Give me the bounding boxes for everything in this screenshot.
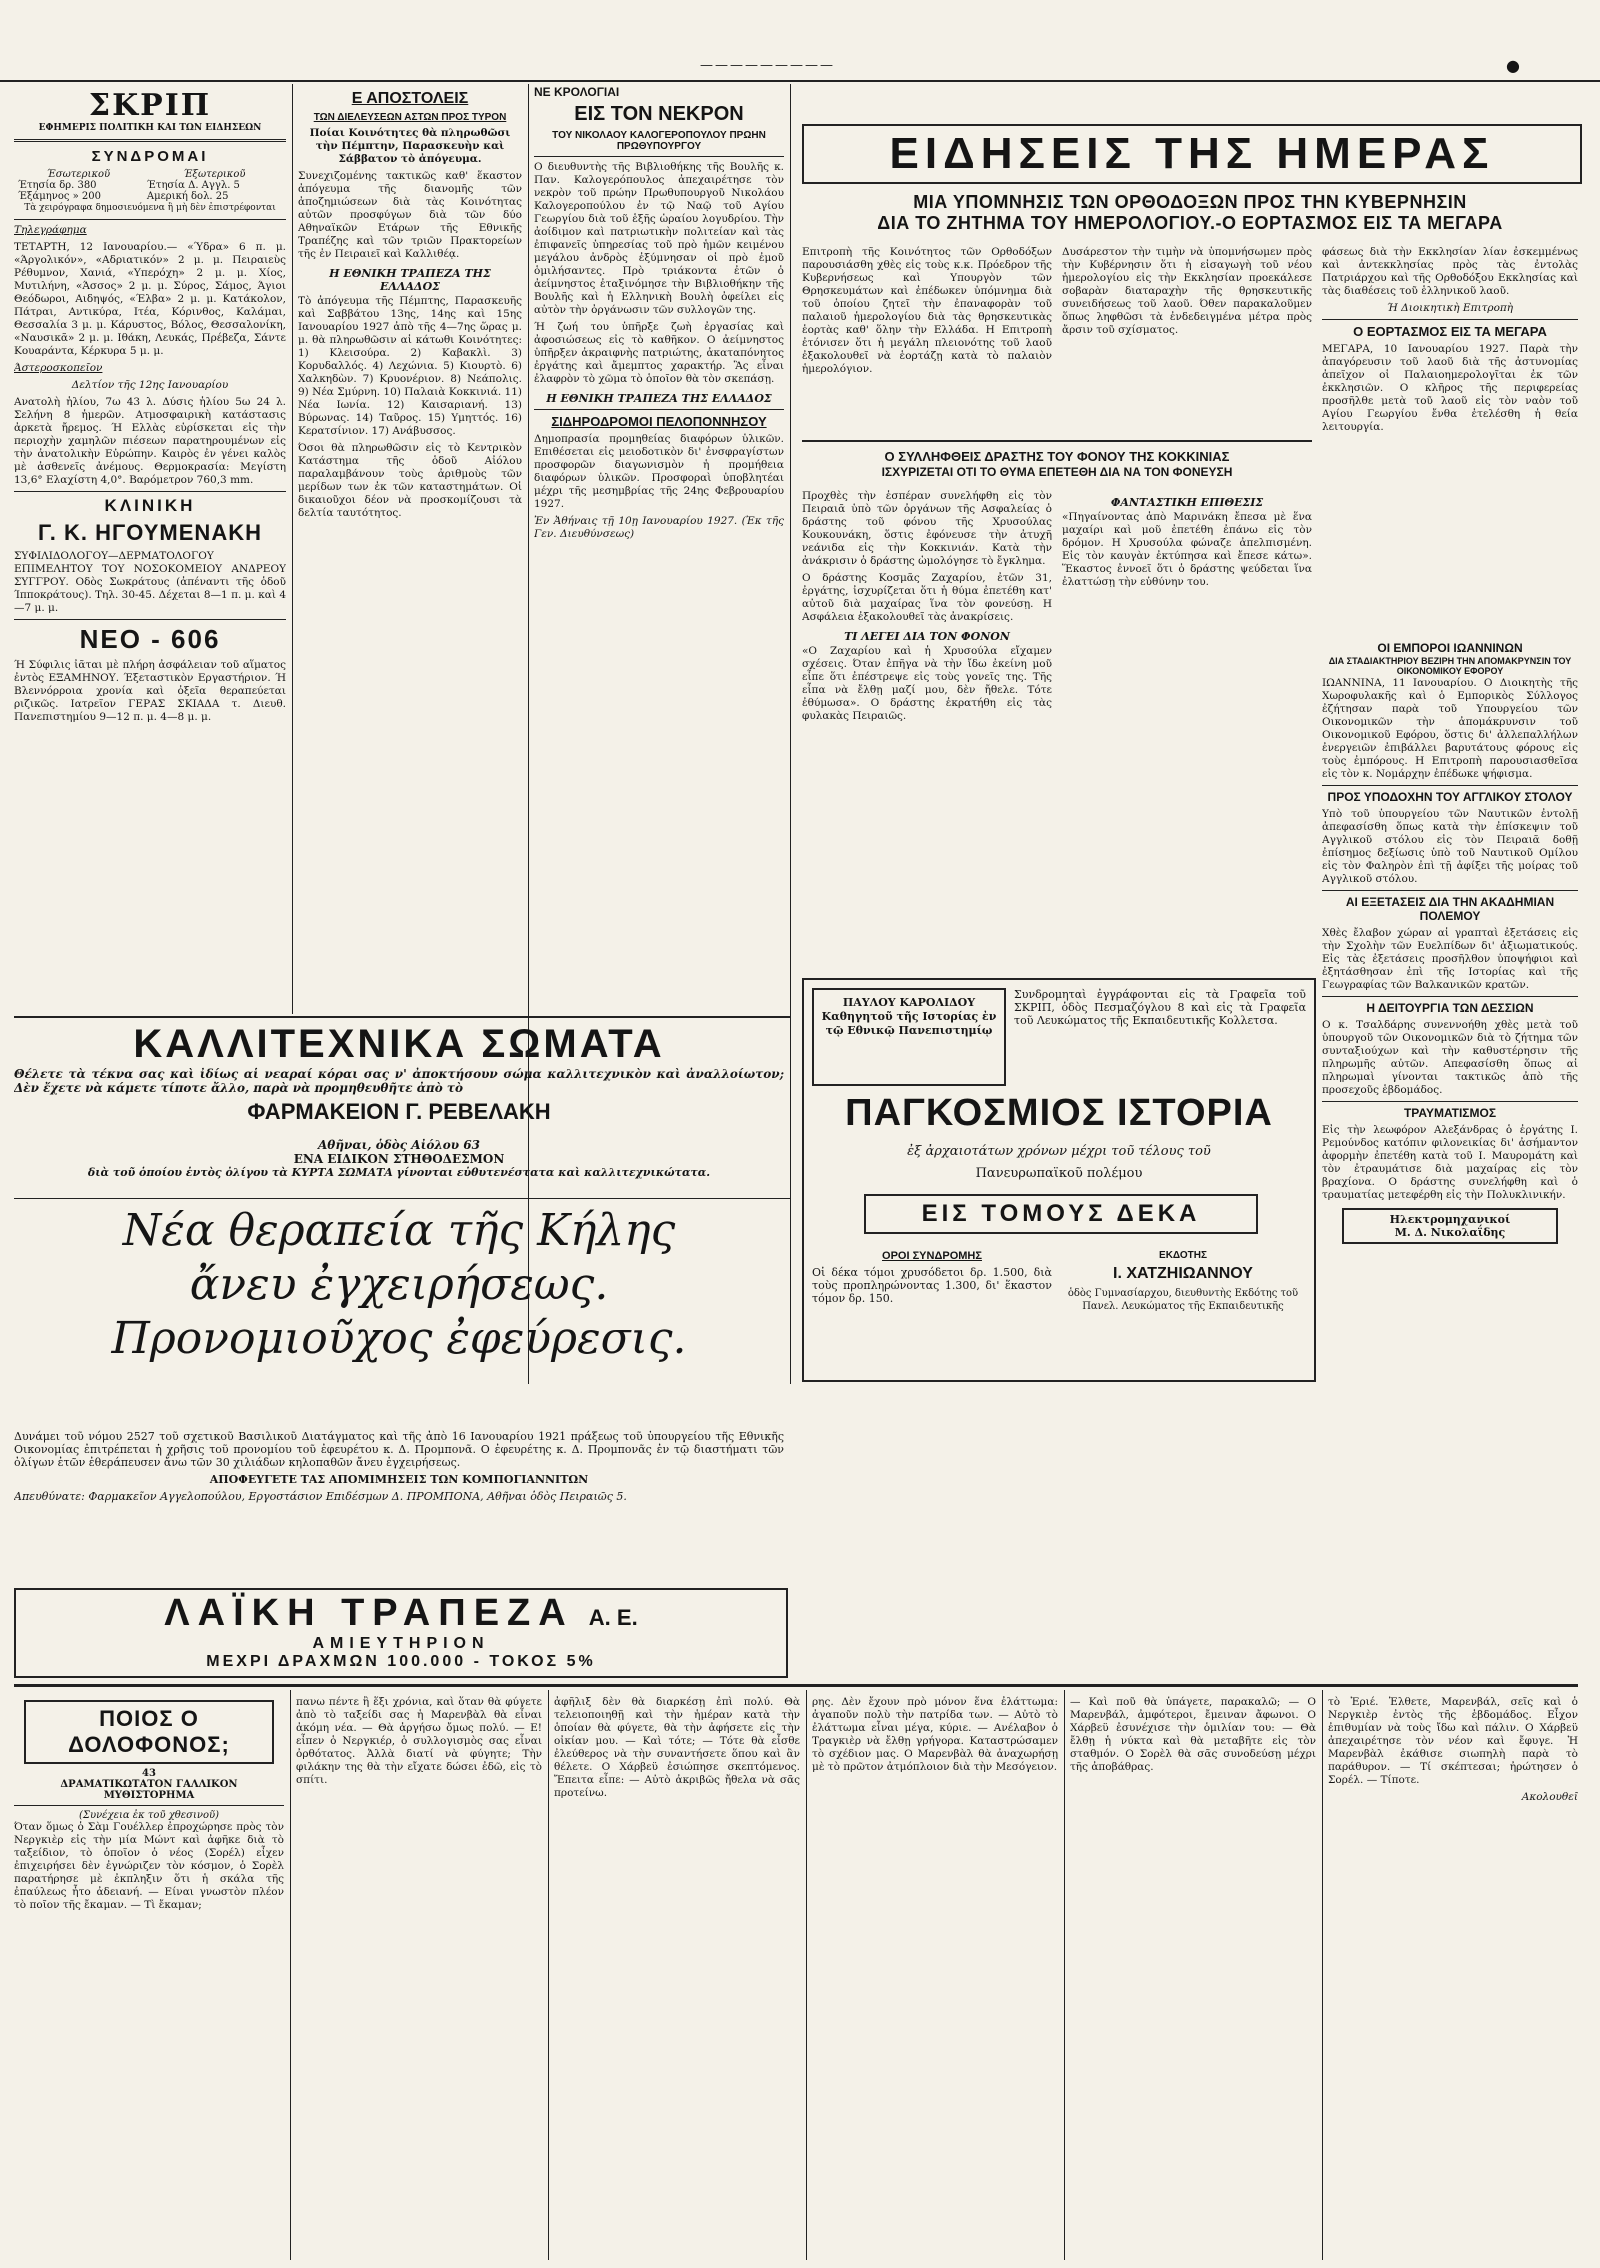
column-rule xyxy=(548,1690,549,2260)
injury-body: Εἰς τὴν λεωφόρον Αλεξάνδρας ὁ ἐργάτης Ι. Ρεμούνδος κατόπιν φιλονεικίας δι' ἀσήμαντον ἀφορμὴν ἐπετέθη κατὰ τοῦ Ι. Μαυρομάτη καὶ τὸν ἐτραυμάτισε διὰ μαχαίρας εἰς τὸν βραχίονα. Ο δράστης συνελήφθη καὶ ὁ τραυματίας μετεφέρθη εἰς τὴν Πολυκλινικήν. xyxy=(1322,1124,1578,1201)
section-rule xyxy=(14,1198,790,1199)
column-rule xyxy=(1322,1690,1323,2260)
news-banner-title: ΕΙΔΗΣΕΙΣ ΤΗΣ ΗΜΕΡΑΣ xyxy=(889,129,1495,178)
electro-ad xyxy=(1342,1208,1558,1244)
hernia-ad-text xyxy=(14,1430,784,1580)
hernia-ad-warning: ΑΠΟΦΕΥΓΕΤΕ ΤΑΣ ΑΠΟΜΙΜΗΣΕΙΣ ΤΩΝ ΚΟΜΠΟΓΙΑΝΝΙΤΩΝ xyxy=(209,1473,589,1486)
kalli-ad-title: ΚΑΛΛΙΤΕΧΝΙΚΑ ΣΩΜΑΤΑ xyxy=(133,1022,665,1066)
subs-cell: Αμερική δολ. 25 xyxy=(146,191,229,202)
novel-column-3 xyxy=(554,1696,800,2256)
megara-heading: Ο ΕΟΡΤΑΣΜΟΣ ΕΙΣ ΤΑ ΜΕΓΑΡΑ xyxy=(1353,324,1547,339)
subs-col-foreign: Έξωτερικοῦ xyxy=(183,169,246,180)
bank-signature: Η ΕΘΝΙΚΗ ΤΡΑΠΕΖΑ ΤΗΣ ΕΛΛΑΔΟΣ xyxy=(546,392,772,405)
subscriptions-heading: ΣΥΝΔΡΟΜΑΙ xyxy=(91,148,209,165)
clinic-body: ΣΥΦΙΛΙΔΟΛΟΓΟΥ—ΔΕΡΜΑΤΟΛΟΓΟΥ ΕΠΙΜΕΛΗΤΟΥ ΤΟΥ ΝΟΣΟΚΟΜΕΙΟΥ ΑΝΔΡΕΟΥ ΣΥΓΓΡΟΥ. Οδὸς Σωκράτους (ἀπέναντι τῆς ὁδοῦ Ίπποκράτους). Τηλ. 30-45. Δέχεται 8—1 π. μ. καὶ 4—7 μ. μ. xyxy=(14,550,286,614)
history-volumes: ΕΙΣ ΤΟΜΟΥΣ ΔΕΚΑ xyxy=(864,1194,1258,1234)
hernia-ad-address: Απευθύνατε: Φαρμακεῖον Αγγελοπούλου, Εργοστάσιον Επιδέσμων Δ. ΠΡΟΜΠΟΝΑ, Αθῆναι ὁδὸς Πειραιῶς 5. xyxy=(14,1490,627,1503)
column-2 xyxy=(298,86,522,1016)
novel-title: ΠΟΙΟΣ Ο ΔΟΛΟΦΟΝΟΣ; xyxy=(68,1706,230,1757)
history-terms-body: Οἱ δέκα τόμοι χρυσόδετοι δρ. 1.500, διὰ τοὺς προπληρώνοντας 1.300, δι' ἕκαστον τόμον δρ. 150. xyxy=(812,1266,1052,1305)
history-subtitle-2: Πανευρωπαϊκοῦ πολέμου xyxy=(975,1166,1143,1181)
column-1 xyxy=(14,86,286,1016)
history-subscribe xyxy=(1014,988,1306,1082)
liturgy-heading: Η ΔΕΙΤΟΥΡΓΙΑ ΤΩΝ ΔΕΣΣΙΩΝ xyxy=(1366,1001,1534,1015)
column-rule xyxy=(790,84,791,1384)
history-author-box xyxy=(812,988,1006,1086)
history-publisher-name: Ι. ΧΑΤΖΗΙΩΑΝΝΟΥ xyxy=(1113,1265,1253,1282)
lead-headline-1: ΜΙΑ ΥΠΟΜΝΗΣΙΣ ΤΩΝ ΟΡΘΟΔΟΞΩΝ ΠΡΟΣ ΤΗΝ ΚΥΒΕΡΝΗΣΙΝ xyxy=(913,192,1467,212)
lead-column-3 xyxy=(1322,246,1578,636)
subs-col-domestic: Έσωτερικοῦ xyxy=(46,169,111,180)
exams-heading: ΑΙ ΕΞΕΤΑΣΕΙΣ ΔΙΑ ΤΗΝ ΑΚΑΔΗΜΙΑΝ ΠΟΛΕΜΟΥ xyxy=(1345,895,1555,923)
novel-paragraph-1: Όταν ὅμως ὁ Σὰμ Γουέλλερ ἐπροχώρησε πρὸς τὸν Νεργκιὲρ εἰς τὴν μία Μώντ καὶ ἀφῆκε διὰ τὸ ταξείδιον, τὸ ὁποῖον ὁ νέος (Σορέλ) εἶχεν ἐπιχειρήσει δὲν ἐγνώριζεν τὸν κόσμον, ὁ Σορὲλ παρατήρησε μὲ ἐκπληξιν ὅτι ἡ σκάλα τῆς ἐπαύλεως ἦτο ἀδειανή. — Είναι γνωστὸν πλέον τὸ ποῖον τῆς ἔκαμαν. — Τὶ ἔκαμαν; xyxy=(14,1821,284,1911)
hernia-ad-line-2: ἄνευ ἐγχειρήσεως. xyxy=(189,1259,609,1310)
bank-ad-terms: ΜΕΧΡΙ ΔΡΑΧΜΩΝ 100.000 - ΤΟΚΟΣ 5% xyxy=(206,1653,596,1670)
subs-cell: Έξάμηνος » 200 xyxy=(18,191,102,202)
bank-ad-title: ΛΑΪΚΗ ΤΡΑΠΕΖΑ xyxy=(164,1592,574,1634)
lead-body-3: φάσεως διὰ τὴν Εκκλησίαν λίαν ἐσκεμμένως καὶ ἀντεκκλησίας πρὸς τὰς ἐντολὰς Πατριάρχου καὶ τῆς Ορθοδόξου Εκκλησίας καὶ τὰς διαθέσεις τοῦ ἑλληνικοῦ λαοῦ. xyxy=(1322,246,1578,297)
obituary-body-2: Ή ζωή του ὑπῆρξε ζωὴ ἐργασίας καὶ ἀφοσιώσεως εἰς τὸ καθῆκον. Ο ἀείμνηστος ὑπῆρξεν ἀκραιφνὴς πατριώτης, ἀκαταπόνητος ἐργάτης καὶ ἄμεμπτος χαρακτήρ. Ἂς εἶναι ἐλαφρὸν τὸ χῶμα τὸ ὁποῖον θὰ τὸν σκεπάσῃ. xyxy=(534,321,784,385)
top-rule xyxy=(0,58,1600,82)
obituary-body: Ο διευθυντὴς τῆς Βιβλιοθήκης τῆς Βουλῆς κ. Παν. Καλογερόπουλος ἀπεχαιρέτησε τὸν νεκρὸν τοῦ πρώην Πρωθυπουργοῦ Νικολάου Καλογεροπούλου ἐν τῷ Ναῷ τοῦ Αγίου Γεωργίου διὰ τοῦ ἑξῆς ὡραίου λογυδρίου. Τὴν ἀοίδιμον καὶ πατριωτικὴν πολιτείαν καὶ τὰς ἐπιφανεῖς ὑπηρεσίας τοῦ πρὸ ἡμῶν κειμένου μεγάλου ἀνδρὸς ἐξύμνησαν οἱ πρὸ ἐμοῦ ὁμιλήσαντες. Πρὸ τριάκοντα ἐτῶν ὁ ἀείμνηστος ἐταξινόμησε τὴν Βιβλιοθήκην τῆς Βουλῆς καὶ ἡ Ελληνικὴ Βουλὴ ὀφείλει εἰς αὐτὸν τὴν ὀργάνωσιν τῶν συλλογῶν της. xyxy=(534,161,784,316)
payments-bank-subhead: Η ΕΘΝΙΚΗ ΤΡΑΠΕΖΑ ΤΗΣ ΕΛΛΑΔΟΣ xyxy=(329,267,491,293)
subs-cell: Έτησία δρ. 380 xyxy=(18,180,97,191)
murder-headline-2: ΙΣΧΥΡΙΖΕΤΑΙ ΟΤΙ ΤΟ ΘΥΜΑ ΕΠΕΤΕΘΗ ΔΙΑ ΝΑ ΤΟΝ ΦΟΝΕΥΣΗ xyxy=(881,465,1233,479)
lead-headline-2: ΔΙΑ ΤΟ ΖΗΤΗΜΑ ΤΟΥ ΗΜΕΡΟΛΟΓΙΟΥ.-Ο ΕΟΡΤΑΣΜΟΣ ΕΙΣ ΤΑ ΜΕΓΑΡΑ xyxy=(877,213,1503,233)
section-rule xyxy=(14,1016,790,1018)
column-rule xyxy=(292,84,293,1014)
novel-paragraph-4: ρης. Δὲν ἔχουν πρὸ μόνον ἕνα ἐλάττωμα: ἀγαποῦν πολὺ τὴν πατρίδα των. — Αὐτὸ τὸ ἐλάττωμα εἶναι μέγα, κύριε. — Ανέλαβον ὁ Τραγκιὲρ νὰ ἔλθῃ γρήγορα. Καταστρώσαμεν τὸ σχέδιον μας. Ο Μαρενβὰλ θὰ ἀναχωρήσῃ μὲ τὸ πρῶτον ἀτμόπλοιον διὰ τὴν Μεσόγειον. xyxy=(812,1696,1058,1773)
neo-606-title: ΝΕΟ - 606 xyxy=(79,624,221,654)
hernia-ad-line-1: Νέα θεραπεία τῆς Κήλης xyxy=(122,1205,676,1256)
subs-cell: Έτησία Δ. Αγγλ. 5 xyxy=(146,180,240,191)
novel-continues: Ακολουθεῖ xyxy=(1521,1791,1578,1803)
kalli-ad-details xyxy=(14,1138,784,1194)
merchants-heading: ΟΙ ΕΜΠΟΡΟΙ ΙΩΑΝΝΙΝΩΝ xyxy=(1377,641,1523,655)
kalli-ad-item: ΕΝΑ ΕΙΔΙΚΟΝ ΣΤΗΘΟΔΕΣΜΟΝ xyxy=(293,1152,505,1166)
history-subtitle: ἐξ ἀρχαιοτάτων χρόνων μέχρι τοῦ τέλους τοῦ xyxy=(907,1144,1211,1159)
right-column-stories xyxy=(1322,640,1578,1380)
history-publisher-address: ὁδὸς Γυμνασίαρχου, διευθυντὴς Εκδότης τοῦ Πανελ. Λευκώματος τῆς Εκπαιδευτικῆς xyxy=(1067,1288,1299,1312)
kalli-ad-address: Αθῆναι, ὁδὸς Αἰόλου 63 xyxy=(318,1138,480,1152)
section-rule xyxy=(14,1684,1578,1687)
novel-column-2 xyxy=(296,1696,542,2256)
obituary-heading: ΕΙΣ ΤΟΝ ΝΕΚΡΟΝ xyxy=(574,103,744,125)
novel-continued: (Συνέχεια ἐκ τοῦ χθεσινοῦ) xyxy=(79,1810,219,1821)
lead-body-2: Δυσάρεστον τὴν τιμὴν νὰ ὑπομνήσωμεν πρὸς τὴν Κυβέρνησιν ὅτι ἡ εἰσαγωγὴ τοῦ νέου ἡμερολογίου εἰς τὴν Εκκλησίαν προεκάλεσε σοβαρὰν διαταραχὴν τῆς θρησκευτικῆς συνειδήσεως τοῦ λαοῦ. Όθεν παρακαλοῦμεν ὅπως ληφθῶσι τὰ ἐνδεδειγμένα μέτρα πρὸς ἄρσιν τοῦ σχίσματος. xyxy=(1062,246,1312,336)
obituary-subheading: ΤΟΥ ΝΙΚΟΛΑΟΥ ΚΑΛΟΓΕΡΟΠΟΥΛΟΥ ΠΡΩΗΝ ΠΡΩΘΥΠΟΥΡΓΟΥ xyxy=(552,130,766,152)
novel-title-box xyxy=(24,1700,274,1764)
injury-heading: ΤΡΑΥΜΑΤΙΣΜΟΣ xyxy=(1403,1106,1497,1120)
column-rule xyxy=(1064,1690,1065,2260)
electro-ad-title: Ηλεκτρομηχανικοί xyxy=(1389,1213,1511,1226)
kalli-ad-body: Θέλετε τὰ τέκνα σας καὶ ἰδίως αἱ νεαραί κόραι σας ν' ἀποκτήσουν σώμα καλλιτεχνικὸν καὶ ἀναλλοίωτον; Δὲν ἔχετε νὰ κάμετε τίποτε ἄλλο, παρὰ νὰ προμηθευθῆτε ἀπὸ τὸ xyxy=(14,1067,784,1095)
murder-body-1b: Ο δράστης Κοσμᾶς Ζαχαρίου, ἐτῶν 31, ἐργάτης, ἰσχυρίζεται ὅτι ἡ θύμα ἐπετέθη κατ' αὐτοῦ διὰ μαχαίρας ἵνα τὸν φονεύσῃ. Η Ασφάλεια ἐξακολουθεῖ τὰς ἀνακρίσεις. xyxy=(802,572,1052,623)
news-banner xyxy=(802,124,1582,184)
novel-number: 43 xyxy=(142,1768,156,1779)
fleet-heading: ΠΡΟΣ ΥΠΟΔΟΧΗΝ ΤΟΥ ΑΓΓΛΙΚΟΥ ΣΤΟΛΟΥ xyxy=(1327,790,1573,804)
bank-ad-subtitle: ΑΜΙΕΥΤΗΡΙΟΝ xyxy=(312,1635,490,1652)
lead-signature: Ή Διοικητικὴ Επιτροπὴ xyxy=(1386,302,1514,314)
lead-body-1: Επιτροπὴ τῆς Κοινότητος τῶν Ορθοδόξων παρουσιάσθη χθὲς εἰς τοὺς κ.κ. Πρόεδρον τῆς Κυβερνήσεως καὶ Υπουργὸν τῶν Θρησκευμάτων καὶ ἐπέδωκεν ὑπόμνημα διὰ τοῦ ὁποίου ζητεῖ τὴν ἐπαναφορὰν τοῦ παλαιοῦ ἡμερολογίου διὰ τὰς θρησκευτικὰς ἑορτὰς καθ' ὅλην τὴν Ελλάδα. Η Επιτροπὴ ἐτόνισεν ὅτι ἡ μεγάλη πλειονότης τοῦ λαοῦ ἐξακολουθεῖ νὰ ἑορτάζῃ κατὰ τὸ παλαιὸν ἡμερολόγιον. xyxy=(802,246,1052,375)
history-ad xyxy=(802,978,1316,1382)
exams-body: Χθὲς ἔλαβον χώραν αἱ γραπταὶ ἐξετάσεις εἰς τὴν Σχολὴν τῶν Ευελπίδων δι' ἀξιωματικούς. Εἰς τὰς ἐξετάσεις προσῆλθον ὑποψήφιοι καὶ ἐξητάσθησαν ἐπὶ τῆς Ιστορίας καὶ τῆς Γεωγραφίας τῶν Βαλκανικῶν κρατῶν. xyxy=(1322,927,1578,991)
merchants-subheading: ΔΙΑ ΣΤΑΔΙΑΚΤΗΡΙΟΥ ΒΕΖΙΡΗ ΤΗΝ ΑΠΟΜΑΚΡΥΝΣΙΝ ΤΟΥ ΟΙΚΟΝΟΜΙΚΟΥ ΕΦΟΡΟΥ xyxy=(1328,656,1572,676)
header-ornament: ————————— xyxy=(700,58,835,73)
payments-list: Τὸ ἀπόγευμα τῆς Πέμπτης, Παρασκευῆς καὶ Σαββάτου 13ης, 14ης καὶ 15ης Ιανουαρίου 1927 ἀπὸ τῆς 4—7ης ὥρας μ. μ. θὰ πληρωθῶσιν αἱ κάτωθι Κοινότητες: 1) Κλεισούρα. 2) Καβακλὶ. 3) Κορυδαλλός. 4) Λεχώνια. 5) Κιουρτὸ. 6) Χαλκηδὼν. 7) Κρυονέριον. 8) Νεάπολις. 9) Νέα Σμύρνη. 10) Παλαιὰ Κοκκινιά. 11) Νέα Ιωνία. 12) Καισαριανή. 13) Βύρωνας. 14) Ταῦρος. 15) Υμηττός. 16) Κερατσίνιον. 17) Ανάβυσσος. xyxy=(298,295,522,437)
hernia-ad xyxy=(14,1204,784,1428)
history-author: ΠΑΥΛΟΥ ΚΑΡΟΛΙΔΟΥ Καθηγητοῦ τῆς Ιστορίας ἐν τῷ Εθνικῷ Πανεπιστημίῳ xyxy=(821,996,997,1037)
timetable-title: Τηλεγράφημα xyxy=(14,224,87,236)
page-marker: ● xyxy=(1506,56,1520,75)
subscriptions-note: Τὰ χειρόγραφα δημοσιευόμενα ἢ μὴ δὲν ἐπιστρέφονται xyxy=(24,203,276,213)
bank-ad xyxy=(14,1588,788,1678)
history-subscribe-text: Συνδρομηταὶ ἐγγράφονται εἰς τὰ Γραφεῖα τοῦ ΣΚΡΙΠ, ὁδὸς Πεσμαζόγλου 8 καὶ εἰς τὰ Γραφεῖα τοῦ Λευκώματος τῆς Εκπαιδευτικῆς Κολλετσα. xyxy=(1014,988,1306,1027)
fleet-body: Υπὸ τοῦ ὑπουργείου τῶν Ναυτικῶν ἐντολῇ ἀπεφασίσθη ὅπως κατὰ τὴν ἐπίσκεψιν τοῦ Αγγλικοῦ στόλου εἰς τὸν Πειραιᾶ δοθῇ ἐπίσημος δεξίωσις ὑπὸ τοῦ Ναυτικοῦ Ομίλου εἰς τὸν Φαληρὸν ἐπὶ τῇ ἀφίξει τῆς μοίρας τοῦ Αγγλικοῦ στόλου. xyxy=(1322,808,1578,885)
hernia-ad-body: Δυνάμει τοῦ νόμου 2527 τοῦ σχετικοῦ Βασιλικοῦ Διατάγματος καὶ τῆς ἀπὸ 16 Ιανουαρίου 1921 πράξεως τοῦ ὑπουργείου τῆς Εθνικῆς Οικονομίας ἐπιτρέπεται ἡ χρῆσις τοῦ προνομίου τοῦ ἐφευρέτου κ. Δ. Προμπονᾶ. Ο ἐφευρέτης κ. Δ. Προμπονᾶς ἐν τῷ διαστήματι τῶν ὀλίγων ἐτῶν ἐθεράπευσεν ἄνω τῶν 30 χιλιάδων κηλοπαθῶν ἄνευ ἐγχειρήσεως. xyxy=(14,1430,784,1469)
murder-headline-1: Ο ΣΥΛΛΗΦΘΕΙΣ ΔΡΑΣΤΗΣ ΤΟΥ ΦΟΝΟΥ ΤΗΣ ΚΟΚΚΙΝΙΑΣ xyxy=(884,449,1230,464)
megara-body: ΜΕΓΑΡΑ, 10 Ιανουαρίου 1927. Παρὰ τὴν ἀπαγόρευσιν τοῦ λαοῦ διὰ τῆς ἀστυνομίας ἀπεῖχον οἱ Παλαιοημερολογῖται ἐκ τῶν ἐκκλησιῶν. Ο κλῆρος τῆς περιφερείας προσῆλθε μετὰ τοῦ λαοῦ εἰς τὸν ναὸν τοῦ Αγίου Γεωργίου ἔνθα ἐτελέσθη ἡ θεία λειτουργία. xyxy=(1322,343,1578,433)
murder-headline xyxy=(802,448,1312,482)
bank-ad-ae: Α. Ε. xyxy=(588,1605,638,1630)
lead-headline xyxy=(802,192,1578,238)
murder-body-3: «Ο Ζαχαρίου καὶ ἡ Χρυσούλα εἴχαμεν σχέσεις. Όταν ἐπῆγα νὰ τὴν ἴδω ἐκείνη μοῦ εἶπε ὅτι ἐπέστρεψε εἰς τοὺς γονεῖς της. Τῆς εἶπα νὰ ἔλθῃ μαζί μου, δὲν ἤθελε. Τότε ἐθύμωσα». Ο δράστης ἐκρατήθη εἰς τὰς φυλακὰς Πειραιῶς. xyxy=(802,645,1052,722)
section-rule xyxy=(802,440,1312,442)
kalli-ad xyxy=(14,1022,784,1134)
merchants-body: ΙΩΑΝΝΙΝΑ, 11 Ιανουαρίου. Ο Διοικητὴς τῆς Χωροφυλακῆς καὶ ὁ Εμπορικὸς Σύλλογος ἐζήτησαν παρὰ τοῦ Υπουργείου τῶν Οικονομικῶν τὴν ἀπομάκρυνσιν τοῦ Οικονομικοῦ Εφόρου, ὅστις δι' ἀλλεπαλλήλων ἐνεργειῶν ἐπιβάλλει βαρυτάτους φόρους εἰς τοὺς ἐμπόρους. Η Επιτροπὴ παρουσιασθεῖσα εἰς τὸν κ. Νομάρχην ἐπέδωκε ψήφισμα. xyxy=(1322,677,1578,780)
observatory-subtitle: Δελτίον τῆς 12ης Ιανουαρίου xyxy=(71,379,229,391)
novel-paragraph-6: τὸ Ἐριέ. Ἐλθετε, Μαρενβάλ, σεῖς καὶ ὁ Νεργκιὲρ ἐντὸς τῆς ἑβδομάδος. Εἶχον ἐπιθυμίαν νὰ τοὺς ἴδω καὶ πάλιν. Ο Χάρβεϋ ἀπεχαιρέτησε τὸν νέον καὶ ἔφυγε. Ἡ Μαρενβὰλ ἐκάθισε σιωπηλὴ παρὰ τὸ παράθυρον. — Τί σκέπτεσαι; ἠρώτησεν ὁ Σορέλ. — Τίποτε. xyxy=(1328,1696,1578,1786)
murder-body-2: «Πηγαίνοντας ἀπὸ Μαρινάκη ἔπεσα μὲ ἕνα μαχαίρι καὶ μοῦ ἐπετέθη ἐπάνω εἰς τὸν δρόμον. Η Χρυσούλα φώναζε ἀπελπισμένη. Εἰς τὸν καυγὰν ἐκτύπησα καὶ ἔπεσε κάτω». Ἕκαστος ἐννοεῖ ὅτι ὁ δράστης ψεύδεται ἵνα ἐλαττώσῃ τὴν εὐθύνην του. xyxy=(1062,511,1312,588)
clinic-name: Γ. Κ. ΗΓΟΥΜΕΝΑΚΗ xyxy=(38,520,262,545)
novel-subtitle: ΔΡΑΜΑΤΙΚΩΤΑΤΟΝ ΓΑΛΛΙΚΟΝ ΜΥΘΙΣΤΟΡΗΜΑ xyxy=(60,1779,238,1801)
payments-note: Όσοι θὰ πληρωθῶσιν εἰς τὸ Κεντρικὸν Κατάστημα τῆς ὁδοῦ Αἰόλου παραλαμβάνουν τοὺς ἀριθμοὺς τῶν μερίδων των ἐκ τῶν καταστημάτων. Οἱ δικαιοῦχοι δέον νὰ προσκομίζουσι τὰ δελτία ταυτότητος. xyxy=(298,442,522,519)
history-title: ΠΑΓΚΟΣΜΙΟΣ ΙΣΤΟΡΙΑ xyxy=(845,1092,1273,1134)
kalli-ad-pharmacy: ΦΑΡΜΑΚΕΙΟΝ Γ. ΡΕΒΕΛΑΚΗ xyxy=(247,1099,551,1124)
murder-subhead-1: ΦΑΝΤΑΣΤΙΚΗ ΕΠΙΘΕΣΙΣ xyxy=(1110,496,1264,509)
novel-column-4 xyxy=(812,1696,1058,2256)
clinic-title: ΚΛΙΝΙΚΗ xyxy=(104,496,196,515)
novel-paragraph-5: — Καὶ ποῦ θὰ ὑπάγετε, παρακαλῶ; — Ο Μαρενβάλ, ἀμφότεροι, ἔμειναν ἄφωνοι. Ο Χάρβεϋ ἐσυνέχισε τὴν ὁμιλίαν του: — Θὰ ἔλθῃ ἡ νύκτα καὶ θὰ μεταβῆτε εἰς τὸν σταθμόν. Ο Σορὲλ θὰ σᾶς συνοδεύσῃ μέχρι τῆς ἀποβάθρας. xyxy=(1070,1696,1316,1773)
lead-column-2 xyxy=(1062,246,1312,436)
payments-heading: Ε ΑΠΟΣΤΟΛΕΙΣ xyxy=(351,90,469,107)
bank-ad-titleline xyxy=(16,1592,786,1635)
novel-column-5 xyxy=(1070,1696,1316,2256)
murder-subhead-2: ΤΙ ΛΕΓΕΙ ΔΙΑ ΤΟΝ ΦΟΝΟΝ xyxy=(844,630,1010,643)
novel-paragraph-3: ἀφῆλιξ δὲν θὰ διαρκέσῃ ἐπὶ πολύ. Θὰ τελειοποιηθῇ καὶ τὴν ἡμέραν κατὰ τὴν ὁποίαν θὰ φύγετε, θὰ τὴν ἀφήσετε εἰς τὴν οἰκίαν μου. — Καὶ τότε; — Τότε θὰ εἶσθε ἐλεύθερος νὰ τὴν συναντήσετε ὅπου καὶ ἂν θέλετε. Ο Χάρβεϋ ἐσιώπησε σκεπτόμενος. Ἔπειτα εἶπε: — Αὐτὸ ἀκριβῶς ἤθελα νὰ σᾶς προτείνω. xyxy=(554,1696,800,1799)
masthead-subtitle: ΕΦΗΜΕΡΙΣ ΠΟΛΙΤΙΚΗ ΚΑΙ ΤΩΝ ΕΙΔΗΣΕΩΝ xyxy=(38,123,262,133)
murder-column-1 xyxy=(802,490,1052,970)
history-terms xyxy=(812,1246,1052,1366)
column-rule xyxy=(290,1690,291,2260)
hernia-ad-line-3: Προνομιοῦχος ἐφεύρεσις. xyxy=(111,1313,687,1364)
railways-body: Δημοπρασία προμηθείας διαφόρων ὑλικῶν. Επιθέσεται εἰς μειοδοτικὸν δι' ἐνσφραγίστων προσφορῶν διαγωνισμὸν ἡ προμήθεια διαφόρων ὑλικῶν. Προσφοραὶ ὑποβλητέαι μέχρι τῆς μεσημβρίας τῆς 24ης Φεβρουαρίου 1927. xyxy=(534,433,784,510)
kalli-ad-tail: διὰ τοῦ ὁποίου ἐντὸς ὀλίγου τὰ ΚΥΡΤΑ ΣΩΜΑΤΑ γίνονται εὐθυτενέστατα καὶ καλλιτεχνικώτατα. xyxy=(87,1166,711,1179)
neo-606-body: Ή Σύφιλις ἰᾶται μὲ πλήρη ἀσφάλειαν τοῦ αἵματος ἐντὸς ΕΞΑΜΗΝΟΥ. Έξεταστικὸν Εργαστήριον. Ή Βλεννόρροια χρονία καὶ ὀξεῖα θεραπεύεται ριζικῶς. Ιατρεῖον ΓΕΡΑΣ ΣΚΙΑΔΑ τ. Διευθ. Πανεπιστημίου 9—12 π. μ. 4—8 μ. μ. xyxy=(14,659,286,723)
history-publisher-heading: ΕΚΔΟΤΗΣ xyxy=(1159,1250,1207,1261)
payments-intro: Ποίαι Κοινότητες θὰ πληρωθῶσι τὴν Πέμπτην, Παρασκευὴν καὶ Σάββατον τὸ ἀπόγευμα. xyxy=(309,127,511,165)
timetable-body: ΤΕΤΑΡΤΗ, 12 Ιανουαρίου.— «Ύδρα» 6 π. μ. «Άργολικόν», «Αδριατικόν» 2 μ. μ. Πειραιεὺς Ρέθυμνον, Χανιά, «Υπερόχη» 2 μ. μ. Χίος, Μυτιλήνη, «Άσσος» 2 μ. μ. Σύρος, Σάμος, Άγιοι Θεόδωροι, Αιδηψός, «Έλβα» 2 μ. μ. Κατάκολον, Πάτραι, Αντικύρα, Ιτέα, Κόρινθος, Καλάμαι, Θεσσαλία 3 μ. μ. Κάρυστος, Βόλος, Θεσσαλονίκη, «Ναυσικᾶ» 2 μ. μ. Ιθάκη, Λευκάς, Πρέβεζα, Σάντε Κουαράντα, Κέρκυρα 5 μ. μ. xyxy=(14,241,286,357)
murder-column-2 xyxy=(1062,490,1312,970)
obituary-kicker: ΝΕ ΚΡΟΛΟΓΙΑΙ xyxy=(534,86,620,99)
masthead-title: ΣΚΡΙΠ xyxy=(88,88,212,123)
electro-ad-firm: Μ. Δ. Νικολαΐδης xyxy=(1394,1226,1506,1239)
novel-column-6 xyxy=(1328,1696,1578,2256)
observatory-title: Άστεροσκοπεῖον xyxy=(14,362,103,374)
murder-body-1: Προχθὲς τὴν ἑσπέραν συνελήφθη εἰς τὸν Πειραιᾶ ὑπὸ τῶν ὀργάνων τῆς Ασφαλείας ὁ δράστης τοῦ φόνου τῆς Χρυσούλας Κουκουνάκη, ὅστις ἐφόνευσε τὴν ἀτυχῆ νεάνιδα εἰς τὴν Κοκκινιάν. Κατὰ τὴν ἀνάκρισιν ὁ δράστης ὡμολόγησε τὸ ἔγκλημα. xyxy=(802,490,1052,567)
novel-paragraph-2: πανω πέντε ἢ ἕξι χρόνια, καὶ ὅταν θὰ φύγετε ἀπὸ τὸ ταξείδι σας ἡ Μαρενβὰλ θὰ εἶναι ἀκόμη νέα. — Θὰ ἀργήσω ὄμως πολύ. — Ε! εἶπεν ὁ Νεργκιέρ, ὁ συλλογισμὸς σας εἶναι ὀρθότατος. Ἀλλὰ διατί νὰ φύγητε; Τὴν φιλάκην της θὰ τὴν εἴχατε δώσει ἐδῶ, εἰς τὸ σπίτι. xyxy=(296,1696,542,1786)
liturgy-body: Ο κ. Τσαλδάρης συνεννοήθη χθὲς μετὰ τοῦ ὑπουργοῦ τῶν Οικονομικῶν διὰ τὸ ζήτημα τῶν συνταξιούχων καὶ τὴν καθυστέρησιν τῆς πληρωμῆς αὐτῶν. Απεφασίσθη ὅπως αἱ πληρωμαὶ γίνονται τακτικῶς ἀπὸ τῆς προσεχοῦς ἑβδομάδος. xyxy=(1322,1019,1578,1096)
novel-column-1 xyxy=(14,1696,284,2256)
history-publisher xyxy=(1060,1246,1306,1366)
subscriptions-table xyxy=(14,169,286,202)
railways-heading: ΣΙΔΗΡΟΔΡΟΜΟΙ ΠΕΛΟΠΟΝΝΗΣΟΥ xyxy=(551,414,767,429)
history-terms-heading: ΟΡΟΙ ΣΥΝΔΡΟΜΗΣ xyxy=(882,1250,982,1262)
payments-subheading: ΤΩΝ ΔΙΕΛΕΥΣΕΩΝ ΑΣΤΩΝ ΠΡΟΣ ΤΥΡΟΝ xyxy=(313,112,507,123)
lead-column-1 xyxy=(802,246,1052,436)
railways-signature: Ἐν Ἀθήναις τῇ 10ῃ Ιανουαρίου 1927. (Ἐκ τῆς Γεν. Διευθύνσεως) xyxy=(534,515,784,540)
payments-body: Συνεχιζομένης τακτικῶς καθ' ἕκαστον ἀπόγευμα τῆς διανομῆς τῶν ἀποζημιώσεων διὰ τὰς Κοινότητας αὐτῶν προσφύγων διὰ τῶν δύο Αθηναϊκῶν Ετάρων τῆς Εθνικῆς Τραπέζης καὶ τῶν τριῶν Πρακτορείων τῆς ἐν Πειραιεῖ καὶ Καλλιθέᾳ. xyxy=(298,170,522,260)
observatory-body: Ανατολὴ ἡλίου, 7ω 43 λ. Δύσις ἡλίου 5ω 24 λ. Σελήνη 8 ἡμερῶν. Ατμοσφαιρικὴ κατάστασις ἀρκετὰ ἤρεμος. Ή Ελλὰς εὑρίσκεται εἰς τὴν περιοχὴν χαμηλῶν πιέσεων παρατηρουμένων εἰς τὴν ἀνατολικὴν Εὐρώπην. Καιρὸς ἐν γένει καλὸς μὲ ἀσθενεῖς ἀνέμους. Θερμοκρασία: Μεγίστη 13,6° Ελαχίστη 4,0°. Βαρόμετρον 760,3 mm. xyxy=(14,396,286,486)
column-rule xyxy=(806,1690,807,2260)
